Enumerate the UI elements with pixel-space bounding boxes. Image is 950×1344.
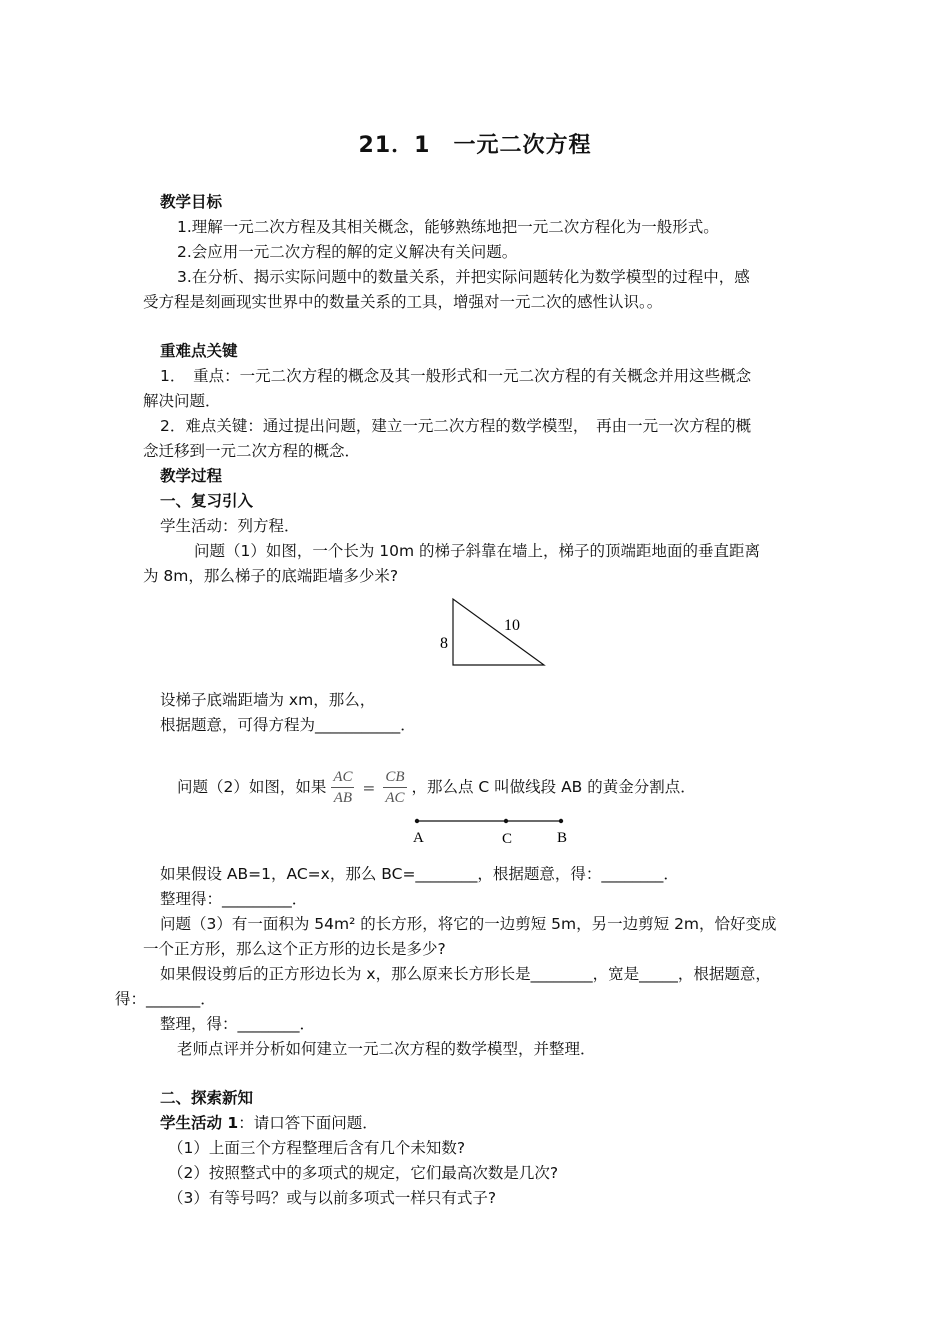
golden-section-segment-figure	[405, 812, 575, 850]
question2-prefix: 问题（2）如图，如果	[177, 778, 327, 796]
question1-answer-line1: 设梯子底端距墙为 xm，那么，	[160, 691, 376, 709]
point-b-label: B	[557, 830, 568, 846]
hypotenuse-label: 10	[504, 617, 520, 634]
activity-text: 学生活动：列方程．	[160, 517, 300, 535]
fraction2-denominator: AC	[385, 790, 405, 806]
fraction2-numerator: CB	[383, 767, 406, 788]
equals-sign: =	[362, 778, 376, 797]
ladder-triangle-figure	[430, 592, 560, 672]
key-point-1-line2: 解决问题．	[143, 392, 221, 410]
explore-question-1: （1）上面三个方程整理后含有几个未知数?	[168, 1139, 466, 1157]
point-c-dot	[504, 819, 508, 823]
leg-label: 8	[440, 635, 448, 652]
activity-instruction: ：请口答下面问题．	[238, 1114, 378, 1132]
fraction1-denominator: AB	[333, 790, 353, 806]
keys-heading: 重难点关键	[160, 342, 238, 360]
triangle-shape	[453, 599, 544, 665]
question3-answer-line1: 如果假设剪后的正方形边长为 x，那么原来长方形长是________，宽是_____，根据题意，	[160, 965, 771, 983]
question3-line2: 一个正方形，那么这个正方形的边长是多少?	[143, 940, 446, 958]
goals-heading: 教学目标	[160, 193, 223, 211]
question1-answer-line2: 根据题意，可得方程为___________．	[160, 716, 416, 734]
student-activity-1	[160, 1113, 378, 1133]
goal-item-3-line2: 受方程是刻画现实世界中的数量关系的工具，增强对一元二次的感性认识。。	[143, 293, 663, 311]
fraction-ac-ab	[331, 767, 354, 808]
fraction1-numerator: AC	[331, 767, 354, 788]
explore-question-3: （3）有等号吗？或与以前多项式一样只有式子?	[168, 1189, 497, 1207]
point-a-label: A	[413, 830, 424, 846]
point-c-label: C	[502, 831, 513, 847]
goal-item-2: 2.会应用一元二次方程的解的定义解决有关问题。	[177, 243, 518, 261]
question2-answer-line2: 整理得：_________．	[160, 890, 308, 908]
point-b-dot	[559, 819, 563, 823]
question3-answer-line3: 整理，得：________．	[160, 1015, 316, 1033]
key-point-1-line1: 1． 重点：一元二次方程的概念及其一般形式和一元二次方程的有关概念并用这些概念	[160, 367, 752, 385]
explore-question-2: （2）按照整式中的多项式的规定，它们最高次数是几次?	[168, 1164, 559, 1182]
question3-line1: 问题（3）有一面积为 54m² 的长方形，将它的一边剪短 5m，另一边剪短 2m，恰好变成	[160, 915, 777, 933]
section1-heading: 一、复习引入	[160, 492, 254, 510]
question1-line2: 为 8m，那么梯子的底端距墙多少米?	[143, 567, 399, 585]
key-point-2-line2: 念迁移到一元二次方程的概念．	[143, 442, 361, 460]
question2-statement	[177, 765, 696, 809]
question3-answer-line2: 得：_______．	[115, 990, 216, 1008]
question1-line1: 问题（1）如图，一个长为 10m 的梯子斜靠在墙上，梯子的顶端距地面的垂直距离	[194, 542, 761, 560]
activity-label: 学生活动 1	[160, 1114, 239, 1132]
key-point-2-line1: 2．难点关键：通过提出问题，建立一元二次方程的数学模型， 再由一元一次方程的概	[160, 417, 752, 435]
point-a-dot	[415, 819, 419, 823]
goal-item-3-line1: 3.在分析、揭示实际问题中的数量关系，并把实际问题转化为数学模型的过程中，感	[177, 268, 750, 286]
process-heading: 教学过程	[160, 467, 223, 485]
question2-answer-line1: 如果假设 AB=1，AC=x，那么 BC=________，根据题意，得：________．	[160, 865, 679, 883]
goal-item-1: 1.理解一元二次方程及其相关概念，能够熟练地把一元二次方程化为一般形式。	[177, 218, 719, 236]
page-title: 21．1 一元二次方程	[358, 133, 592, 158]
fraction-cb-ac	[383, 767, 406, 808]
question2-suffix: ，那么点 C 叫做线段 AB 的黄金分割点．	[411, 778, 696, 796]
section2-heading: 二、探索新知	[160, 1089, 254, 1107]
teacher-comment: 老师点评并分析如何建立一元二次方程的数学模型，并整理．	[177, 1040, 596, 1058]
